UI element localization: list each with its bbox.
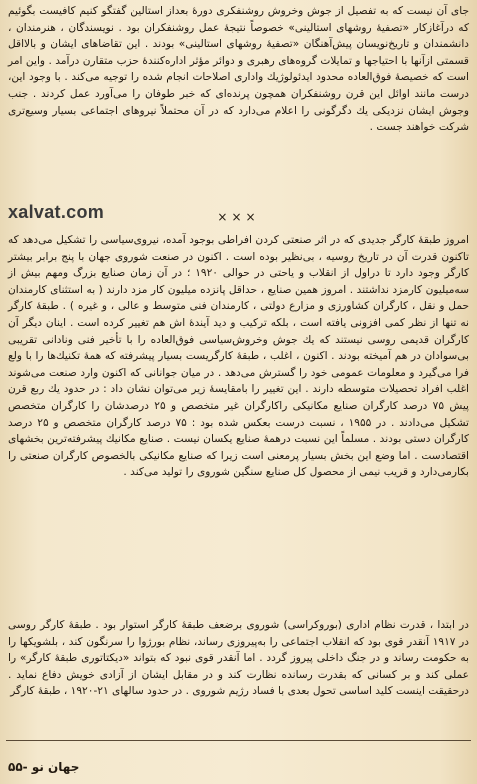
page-footer	[6, 740, 471, 784]
paragraph-text: جای آن نیست که به تفصیل از جوش وخروش روشنفکری دورهٔ بعداز استالین گفتگو کنیم کافیست بگوئیم که درآغازکار «تصفیهٔ روشهای استالینی» خصوصاً نتیجهٔ عمل روشنفکران بود . نویسندگان ، هنرمندان ، دانشمندان و تاریخ‌نویسان پیش‌آهنگان «تصفیهٔ روشهای استالینی» بودند . این تقاضاهای ایشان و بالااقل قسمتی ازآنها با احتیاجها و تمایلات گروه‌های رهبری و دوائر مؤثر اداره‌کنندهٔ حزب متقارن درآمد . واین امر است که خصیصهٔ فوق‌العاده محدود ایدئولوژیك واداری اصلاحات انجام شده را توجیه می‌کند . با وجود این، درست مانند اوائل این قرن روشنفکران همچون پرنده‌ای که خبر طوفان را می‌آورد عمل کردند . جنب وجوش ایشان نزدیکی یك دگرگونی را اعلام می‌دارد که در آن محتملاً نیروهای اجتماعی بسیار وسیع‌تری شرکت خواهند جست .	[8, 5, 469, 134]
paragraph-text: در ابتدا ، قدرت نظام اداری (بوروکراسی) شوروی برضعف طبقهٔ کارگر استوار بود . طبقهٔ کارگر روسی در ۱۹۱۷ آنقدر قوی بود که انقلاب اجتماعی را به‌پیروزی رساند، نظام بورژوا را سرنگون کند ، بلشویکها را به حکومت رساند و در جنگ داخلی پیروز گردد . اما آنقدر قوی نبود که بتواند «دیکتاتوری طبقهٔ کارگر» را عملی کند و بر کسانی که بقدرت رسانده نظارت کند و در مقابل ایشان از آزادی خویش دفاع نماید . درحقیقت اینست کلید اساسی تحول بعدی با فساد رژیم شوروی . در حدود سالهای ۲۱-۱۹۲۰ ، طبقهٔ کارگر	[8, 619, 469, 698]
footer-page-label: جهان نو -۵۵	[8, 760, 80, 774]
paragraph-working-class	[8, 232, 469, 481]
section-separator: ×××	[217, 210, 260, 224]
watermark-text: xalvat.com	[8, 202, 105, 222]
footer-rule	[6, 740, 471, 741]
paragraph-bureaucracy	[8, 617, 469, 700]
paragraph-text: امروز طبقهٔ کارگر جدیدی که در اثر صنعتی کردن افراطی بوجود آمده، نیروی‌سیاسی را تشکیل می‌دهد که تاکنون قدرت آن در تاریخ روسیه ، بی‌نظیر بوده است . اکنون در صنعت شوروی جهان با پنج برابر بیشتر کارگر وجود دارد تا دراول از انقلاب و یاحتی در حوالی ۱۹۲۰ ؛ در آن زمان صنایع بزرگ ومهم بیش از سه‌میلیون کارمزد نداشتند . امروز همین صنایع ، حداقل پانزده میلیون کار مزد دارند ( به استثنای کارمندان حمل و نقل ، کارگران کشاورزی و مزارع دولتی ، کارمندان فنی متوسط و عالی ، و غیره ) . طبقهٔ کارگر نه تنها از نظر کمی افزونی یافته است ، بلکه ترکیب و دید آیندهٔ اش هم تغییر کرده است . اینان دیگر آن کارگران قدیمی روسی نیستند که یك جوش وخروش‌سیاسی فوق‌العاده را با تأخیر فنی ونادانی تقریبی بی‌سوادان در هم آمیخته بودند . اکنون ، اغلب ، طبقهٔ کارگریست بسیار پیشرفته که همهٔ تکنیك‌ها را با ولع فرا می‌گیرد و معلومات عمومی خود را گسترش می‌دهد . در میان جوانانی که اکنون وارد صنعت می‌شوند اغلب افراد تحصیلات متوسطه دارند . این تغییر را بامقایسهٔ زیر می‌توان نشان داد : در حدود یك ربع قرن پیش ۷۵ درصد کارگران صنایع مکانیکی راکارگران غیر متخصص و ۲۵ درصدشان را کارگران متخصص تشکیل می‌دادند . در ۱۹۵۵ ، نسبت درست بعکس شده بود : ۷۵ درصد کارگران متخصص و ۲۵ درصد کارگران دستی بودند . مسلماً این نسبت درهمهٔ صنایع یکسان نیست . صنایع مکانیك پیشرفته‌ترین بخشهای اقتصادست . اما وضع این بخش بسیار پرمعنی است زیرا که صنایع مکانیکی بالخصوص کارگران صنعتی را بکارمی‌دارد و قریب نیمی از محصول کل صنایع سنگین شوروی را تولید می‌کند .	[8, 234, 469, 479]
paragraph-intro	[8, 3, 469, 136]
